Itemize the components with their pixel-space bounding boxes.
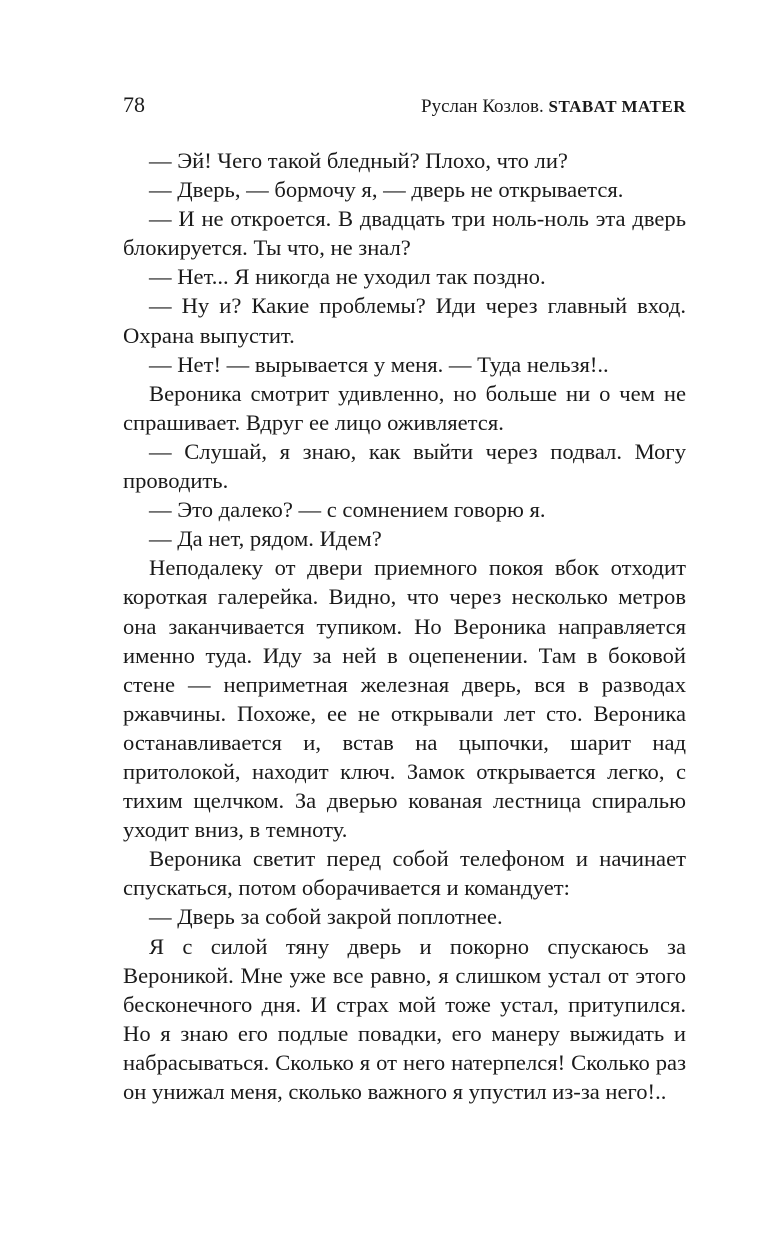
paragraph: — Дверь, — бормочу я, — дверь не открывается.: [149, 177, 624, 203]
paragraph: — И не откроется. В двадцать три ноль-ноль эта дверь блокируется. Ты что, не знал?: [123, 206, 686, 261]
paragraph: — Это далеко? — с сомнением говорю я.: [149, 497, 546, 523]
running-head: [421, 96, 686, 118]
body-text: [123, 146, 686, 1106]
paragraph: — Да нет, рядом. Идем?: [149, 526, 382, 552]
paragraph: Вероника светит перед собой телефоном и начинает спускаться, потом оборачивается и командует:: [123, 846, 686, 901]
paragraph: — Дверь за собой закрой поплотнее.: [149, 904, 503, 930]
page-header: [123, 92, 686, 122]
paragraph: — Слушай, я знаю, как выйти через подвал. Могу проводить.: [123, 438, 686, 494]
page-number: 78: [123, 92, 145, 117]
paragraph: — Эй! Чего такой бледный? Плохо, что ли?: [149, 148, 568, 173]
paragraph: Вероника смотрит удивленно, но больше ни о чем не спрашивает. Вдруг ее лицо оживляется.: [123, 380, 686, 435]
book-title: STABAT MATER: [548, 97, 686, 116]
paragraph: — Нет! — вырывается у меня. — Туда нельзя!..: [149, 351, 609, 377]
paragraph: Неподалеку от двери приемного покоя вбок отходит короткая галерейка. Видно, что через несколько метров она заканчивается тупиком. Но Вероника направляется именно туда. Иду за ней в оцепенении. Там в боковой стене — неприметная железная дверь, вся в разводах ржавчины. Похоже, ее не открывали лет сто. Вероника останавливается и, встав на цыпочки, шарит над притолокой, находит ключ. Замок открывается легко, с тихим щелчком. За дверью кованая лестница спиралью уходит вниз, в темноту.: [123, 555, 686, 843]
author-name: Руслан Козлов.: [421, 96, 544, 117]
paragraph: — Ну и? Какие проблемы? Иди через главный вход. Охрана выпустит.: [123, 293, 686, 348]
paragraph: Я с силой тяну дверь и покорно спускаюсь за Вероникой. Мне уже все равно, я слишком устал от этого бесконечного дня. И страх мой тоже устал, притупился. Но я знаю его подлые повадки, его манеру выжидать и набрасываться. Сколько я от него натерпелся! Сколько раз он унижал меня, сколько важного я упустил из-за него!..: [123, 933, 686, 1104]
paragraph: — Нет... Я никогда не уходил так поздно.: [149, 264, 546, 290]
